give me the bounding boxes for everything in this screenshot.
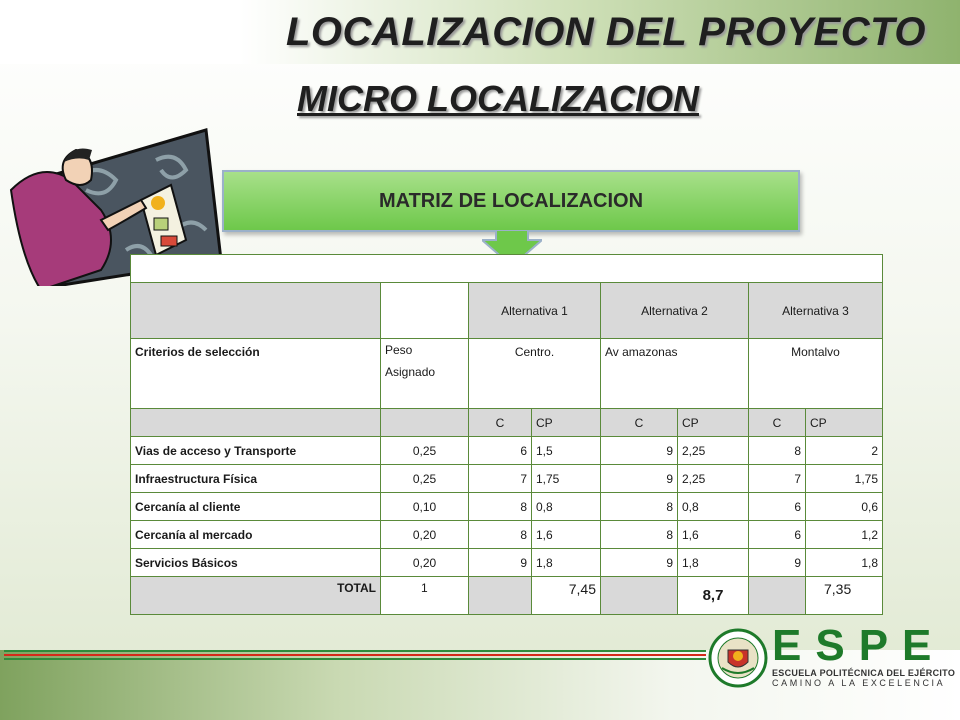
matrix-callout: [222, 170, 800, 232]
weight-value: 0,25: [381, 465, 469, 493]
table-cell: [749, 577, 806, 615]
score-cp: 0,8: [678, 493, 749, 521]
table-row: [131, 577, 883, 615]
c-header: C: [749, 409, 806, 437]
criterion-label: Infraestructura Física: [131, 465, 381, 493]
criterion-label: Cercanía al cliente: [131, 493, 381, 521]
table-cell: [601, 577, 678, 615]
alternative-header: Alternativa 3: [749, 283, 883, 339]
espe-line1: ESCUELA POLITÉCNICA DEL EJÉRCITO: [772, 668, 956, 678]
total-label: TOTAL: [131, 577, 381, 615]
weight-value: 0,20: [381, 521, 469, 549]
score-cp: 1,8: [532, 549, 601, 577]
total-alt2: 8,7: [678, 577, 749, 615]
table-cell: [131, 255, 883, 283]
alternative-header: Alternativa 2: [601, 283, 749, 339]
score-c: 6: [749, 493, 806, 521]
weight-header: [381, 339, 469, 409]
page-title: LOCALIZACION DEL PROYECTO: [286, 10, 926, 54]
criteria-header: Criterios de selección: [131, 339, 381, 409]
score-cp: 1,8: [806, 549, 883, 577]
table-cell: [131, 409, 381, 437]
weight-value: 0,25: [381, 437, 469, 465]
score-cp: 1,75: [806, 465, 883, 493]
location-header: Montalvo: [749, 339, 883, 409]
score-c: 7: [469, 465, 532, 493]
score-c: 8: [601, 521, 678, 549]
score-c: 8: [469, 493, 532, 521]
espe-line2: CAMINO A LA EXCELENCIA: [772, 678, 946, 688]
score-cp: 2: [806, 437, 883, 465]
page-subtitle: MICRO LOCALIZACION: [297, 78, 699, 119]
score-cp: 1,2: [806, 521, 883, 549]
score-cp: 2,25: [678, 437, 749, 465]
cp-header: CP: [806, 409, 883, 437]
table-cell: [131, 283, 381, 339]
criterion-label: Vias de acceso y Transporte: [131, 437, 381, 465]
score-c: 9: [601, 465, 678, 493]
table-cell: [469, 577, 532, 615]
espe-brand: ESPE: [772, 621, 946, 670]
cp-header: CP: [678, 409, 749, 437]
table-cell: [381, 283, 469, 339]
table-cell: [381, 409, 469, 437]
callout-label: MATRIZ DE LOCALIZACION: [378, 189, 644, 212]
c-header: C: [601, 409, 678, 437]
score-c: 6: [749, 521, 806, 549]
decorative-stripes: [4, 650, 706, 664]
c-header: C: [469, 409, 532, 437]
weight-value: 0,10: [381, 493, 469, 521]
score-cp: 1,8: [678, 549, 749, 577]
score-c: 9: [601, 437, 678, 465]
alternative-header: Alternativa 1: [469, 283, 601, 339]
score-c: 9: [601, 549, 678, 577]
table-row: [131, 339, 883, 409]
total-weight: 1: [381, 577, 469, 615]
cp-header: CP: [532, 409, 601, 437]
score-c: 9: [749, 549, 806, 577]
location-header: Av amazonas: [601, 339, 749, 409]
table-row: [131, 255, 883, 283]
score-c: 8: [469, 521, 532, 549]
table-row: [131, 283, 883, 339]
table-row: [131, 409, 883, 437]
score-c: 9: [469, 549, 532, 577]
stripe-green: [4, 658, 706, 660]
score-cp: 1,5: [532, 437, 601, 465]
stripe-green: [4, 650, 706, 652]
table-row: [131, 465, 883, 493]
total-alt1: 7,45: [532, 577, 601, 615]
score-cp: 1,6: [532, 521, 601, 549]
espe-logo: [772, 621, 956, 688]
weight-value: 0,20: [381, 549, 469, 577]
criterion-label: Servicios Básicos: [131, 549, 381, 577]
score-cp: 0,6: [806, 493, 883, 521]
score-c: 8: [601, 493, 678, 521]
score-cp: 1,75: [532, 465, 601, 493]
score-c: 6: [469, 437, 532, 465]
table-row: [131, 549, 883, 577]
weight-header-line2: Asignado: [385, 365, 436, 379]
score-c: 8: [749, 437, 806, 465]
stripe-red: [4, 654, 706, 656]
matrix-table: [130, 254, 883, 615]
score-c: 7: [749, 465, 806, 493]
score-cp: 1,6: [678, 521, 749, 549]
score-cp: 2,25: [678, 465, 749, 493]
location-matrix: [130, 254, 882, 622]
total-alt3: 7,35: [806, 577, 883, 615]
location-header: Centro.: [469, 339, 601, 409]
criterion-label: Cercanía al mercado: [131, 521, 381, 549]
espe-seal-icon: [708, 628, 768, 688]
table-row: [131, 437, 883, 465]
table-row: [131, 521, 883, 549]
table-row: [131, 493, 883, 521]
weight-header-line1: Peso: [385, 343, 413, 357]
score-cp: 0,8: [532, 493, 601, 521]
